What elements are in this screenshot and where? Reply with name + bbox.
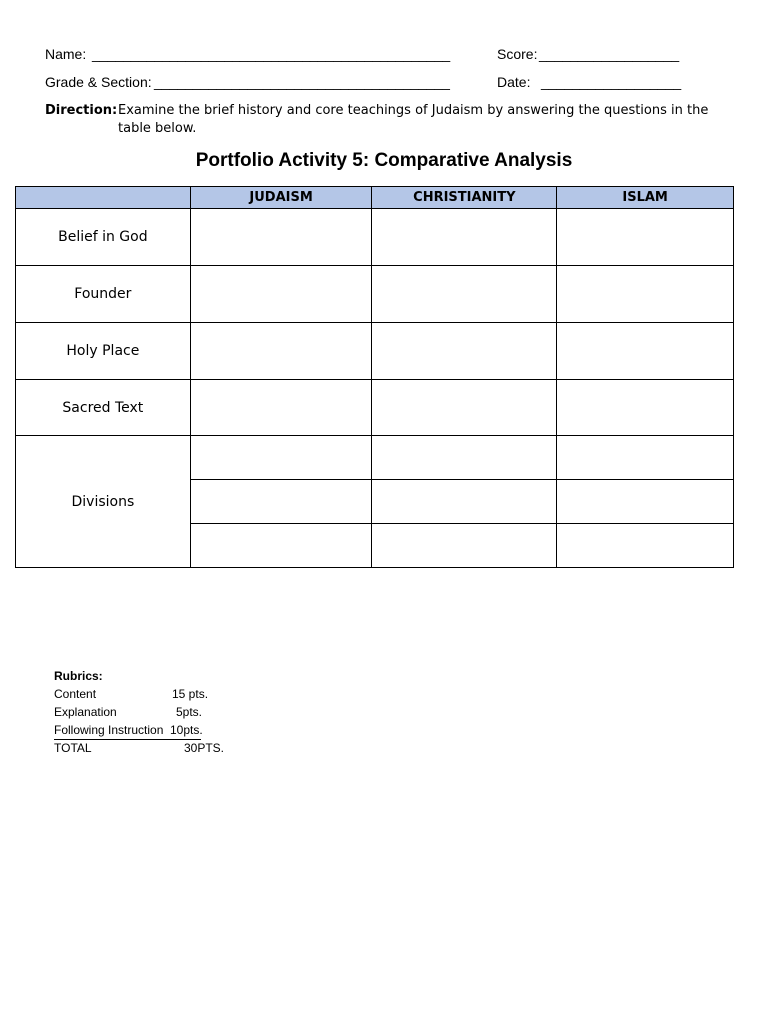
table-row-sacred-text <box>16 380 734 436</box>
row-label-founder: Founder <box>16 266 191 323</box>
rubric-value: 30PTS. <box>184 741 225 755</box>
score-label: Score: <box>497 46 538 62</box>
answer-cell[interactable] <box>190 436 372 480</box>
direction-label: Direction: <box>45 103 118 118</box>
row-label-holy-place: Holy Place <box>16 323 191 380</box>
table-row-founder <box>16 266 734 323</box>
direction-text: Examine the brief history and core teachings of Judaism by answering the questions in the table below. <box>118 103 709 136</box>
date-field[interactable]: __________________ <box>541 74 682 90</box>
answer-cell[interactable] <box>557 436 734 480</box>
rubric-row <box>54 721 201 740</box>
rubric-label: TOTAL <box>54 741 92 755</box>
rubric-value: 5pts. <box>176 705 203 719</box>
answer-cell[interactable] <box>372 480 557 524</box>
answer-cell[interactable] <box>190 524 372 568</box>
answer-cell[interactable] <box>557 209 734 266</box>
rubric-row <box>54 739 254 757</box>
row-label-divisions: Divisions <box>16 436 191 568</box>
rubric-value: 10pts. <box>170 723 203 737</box>
answer-cell[interactable] <box>372 266 557 323</box>
comparison-table <box>15 186 734 568</box>
grade-section-field[interactable]: ______________________________________ <box>154 74 450 90</box>
column-header-blank <box>16 187 191 209</box>
table-header-row <box>16 187 734 209</box>
row-label-sacred-text: Sacred Text <box>16 380 191 436</box>
answer-cell[interactable] <box>190 266 372 323</box>
column-header-judaism: JUDAISM <box>190 187 372 209</box>
rubric-row <box>54 703 254 721</box>
rubric-value: 15 pts. <box>172 687 209 701</box>
answer-cell[interactable] <box>372 380 557 436</box>
grade-section-label: Grade & Section: <box>45 74 152 90</box>
answer-cell[interactable] <box>557 380 734 436</box>
date-label: Date: <box>497 74 531 90</box>
rubric-label: Following Instruction <box>54 723 164 737</box>
table-row-holy-place <box>16 323 734 380</box>
answer-cell[interactable] <box>372 436 557 480</box>
answer-cell[interactable] <box>372 323 557 380</box>
answer-cell[interactable] <box>372 209 557 266</box>
rubric-row <box>54 685 254 703</box>
name-label: Name: <box>45 46 87 62</box>
name-field[interactable]: ______________________________________________ <box>92 46 451 62</box>
rubrics-heading: Rubrics: <box>54 669 103 683</box>
answer-cell[interactable] <box>190 380 372 436</box>
table-row-belief-in-god <box>16 209 734 266</box>
rubric-label: Explanation <box>54 705 117 719</box>
page-title: Portfolio Activity 5: Comparative Analysis <box>195 150 573 171</box>
answer-cell[interactable] <box>557 524 734 568</box>
column-header-islam: ISLAM <box>557 187 734 209</box>
row-label-belief-in-god: Belief in God <box>16 209 191 266</box>
answer-cell[interactable] <box>557 480 734 524</box>
column-header-christianity: CHRISTIANITY <box>372 187 557 209</box>
answer-cell[interactable] <box>190 209 372 266</box>
table-row-divisions <box>16 436 734 480</box>
answer-cell[interactable] <box>190 323 372 380</box>
answer-cell[interactable] <box>557 323 734 380</box>
score-field[interactable]: __________________ <box>539 46 680 62</box>
rubric-label: Content <box>54 687 97 701</box>
answer-cell[interactable] <box>372 524 557 568</box>
answer-cell[interactable] <box>190 480 372 524</box>
answer-cell[interactable] <box>557 266 734 323</box>
